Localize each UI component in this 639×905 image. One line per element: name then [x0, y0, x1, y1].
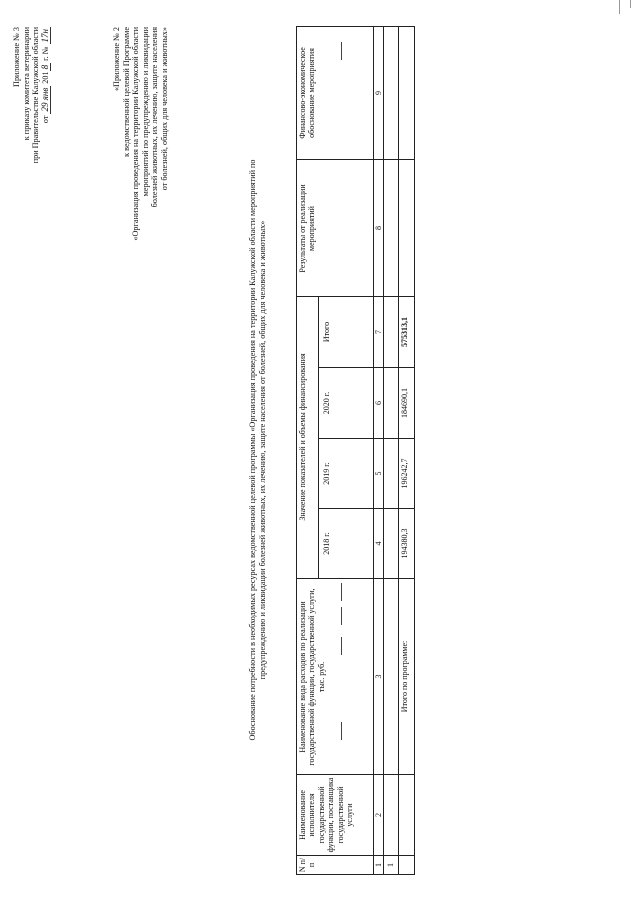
- order-header-line1: Приложение № 3: [12, 27, 21, 87]
- header-executor: Наименование исполнителя государственной функции, поставщика государственной услуги: [298, 777, 355, 853]
- document-title-line1: Обоснование потребности в необходимых ресурсах ведомственной целевой программы «Организация проведения на территории Калужской области мероприятий по: [248, 159, 257, 741]
- program-header-line5: болезней животных, их лечению, защите населения: [150, 27, 160, 208]
- order-number-prefix: г. №: [40, 46, 50, 61]
- header-expense-type: Наименование вида расходов по реализации государственной функции, государственной услуги, тыс. руб.: [298, 588, 326, 766]
- resources-table: [296, 26, 415, 875]
- header-year-2020: 2020 г.: [322, 391, 331, 415]
- header-results: Результаты от реализации мероприятий: [298, 184, 317, 273]
- empty-dash: [341, 607, 342, 625]
- col-number-2: 2: [374, 813, 383, 817]
- order-header-line4: [41, 27, 51, 327]
- col-number-7: 7: [374, 330, 383, 334]
- empty-dash: [341, 722, 342, 740]
- order-date-handwritten: 29 янв: [39, 87, 50, 112]
- program-header: [112, 27, 170, 367]
- program-header-line2: к ведомственной целевой Программе: [121, 27, 131, 157]
- order-header: [12, 27, 50, 327]
- program-header-line6: от болезней, общих для человека и животных»: [159, 27, 169, 191]
- empty-dash: [341, 42, 342, 60]
- program-header-line3: «Организация проведения на территории Калужской области: [131, 27, 141, 241]
- header-values-group: Значение показателей и объемы финансирования: [298, 353, 307, 521]
- document-title-line2: предупреждению и ликвидации болезней животных, их лечению, защите населения от болезней, общих для человека и животных»: [257, 220, 267, 680]
- order-date-prefix: от: [40, 115, 50, 124]
- order-year-prefix: 201: [40, 71, 50, 84]
- order-number-handwritten: 17н: [39, 29, 50, 43]
- scan-edge-line: [619, 0, 620, 14]
- header-number: N п/п: [298, 857, 317, 873]
- program-header-line4: мероприятий по предупреждению и ликвидации: [140, 27, 150, 197]
- total-2018: 194380,3: [400, 528, 409, 559]
- header-year-2019: 2019 г.: [322, 462, 331, 485]
- empty-dash: [341, 583, 342, 601]
- total-2019: 196242,7: [400, 458, 409, 489]
- order-header-line2: к приказу комитета ветеринарии: [21, 27, 31, 141]
- header-year-2018: 2018 г.: [322, 532, 331, 555]
- scan-edge-line: [630, 0, 631, 8]
- order-header-line3: при Правительстве Калужской области: [31, 27, 41, 164]
- col-number-5: 5: [374, 471, 383, 476]
- col-number-4: 4: [374, 541, 383, 546]
- col-number-8: 8: [374, 226, 383, 230]
- total-2020: 184690,1: [400, 388, 409, 418]
- row1-number: 1: [386, 863, 395, 867]
- col-number-6: 6: [374, 401, 383, 405]
- header-justification: Финансово-экономическое обоснование мероприятия: [298, 47, 317, 139]
- total-row-label: Итого по программе:: [400, 640, 409, 713]
- col-number-9: 9: [374, 91, 383, 95]
- program-header-line1: «Приложение № 2: [112, 27, 121, 92]
- header-total: Итого: [322, 321, 331, 343]
- total-sum: 575313,1: [400, 317, 409, 347]
- col-number-3: 3: [374, 674, 383, 679]
- document-title: [248, 35, 267, 865]
- col-number-1: 1: [374, 863, 383, 867]
- order-year-handwritten: 8: [39, 64, 50, 70]
- empty-dash: [341, 637, 342, 655]
